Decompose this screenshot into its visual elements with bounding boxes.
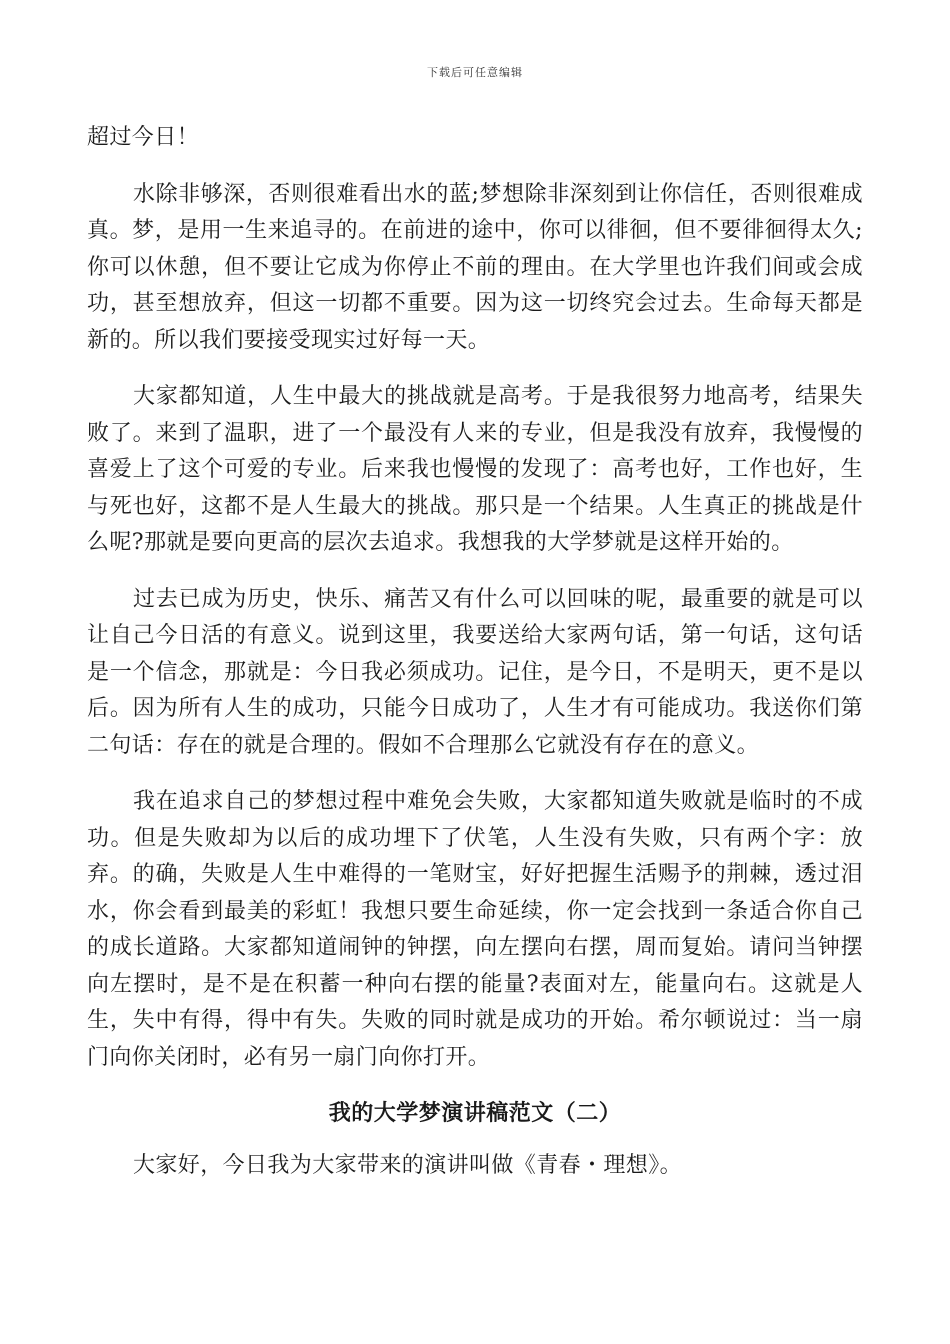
paragraph-failure-pendulum: 我在追求自己的梦想过程中难免会失败，大家都知道失败就是临时的不成功。但是失败却为以后的成功埋下了伏笔，人生没有失败，只有两个字：放弃。的确，失败是人生中难得的一笔财宝，好好把握生活赐予的荆棘，透过泪水，你会看到最美的彩虹！我想只要生命延续，你一定会找到一条适合你自己的成长道路。大家都知道闹钟的钟摆，向左摆向右摆，周而复始。请问当钟摆向左摆时，是不是在积蓄一种向右摆的能量?表面对左，能量向右。这就是人生，失中有得，得中有失。失败的同时就是成功的开始。希尔顿说过：当一扇门向你关闭时，必有另一扇门向你打开。 — [87, 789, 863, 1070]
paragraph-exam-challenge: 大家都知道，人生中最大的挑战就是高考。于是我很努力地高考，结果失败了。来到了温职，进了一个最没有人来的专业，但是我没有放弃，我慢慢的喜爱上了这个可爱的专业。后来我也慢慢的发现了：高考也好，工作也好，生与死也好，这都不是人生最大的挑战。那只是一个结果。人生真正的挑战是什么呢?那就是要向更高的层次去追求。我想我的大学梦就是这样开始的。 — [87, 384, 863, 555]
page-header-note: 下载后可任意编辑 — [427, 66, 523, 79]
paragraph-speech-intro: 大家好，今日我为大家带来的演讲叫做《青春・理想》。 — [133, 1153, 683, 1178]
paragraph-water-dream: 水除非够深，否则很难看出水的蓝;梦想除非深刻到让你信任，否则很难成真。梦，是用一生来追寻的。在前进的途中，你可以徘徊，但不要徘徊得太久;你可以休憩，但不要让它成为你停止不前的理由。在大学里也许我们间或会成功，甚至想放弃，但这一切都不重要。因为这一切终究会过去。生命每天都是新的。所以我们要接受现实过好每一天。 — [87, 181, 863, 353]
document-body — [87, 120, 863, 1205]
paragraph-continuation: 超过今日！ — [87, 125, 200, 150]
paragraph-today-success: 过去已成为历史，快乐、痛苦又有什么可以回味的呢，最重要的就是可以让自己今日活的有意义。说到这里，我要送给大家两句话，第一句话，这句话是一个信念，那就是：今日我必须成功。记住，是今日，不是明天，更不是以后。因为所有人生的成功，只能今日成功了，人生才有可能成功。我送你们第二句话：存在的就是合理的。假如不合理那么它就没有存在的意义。 — [87, 586, 863, 758]
section-title: 我的大学梦演讲稿范文（二） — [328, 1101, 622, 1126]
